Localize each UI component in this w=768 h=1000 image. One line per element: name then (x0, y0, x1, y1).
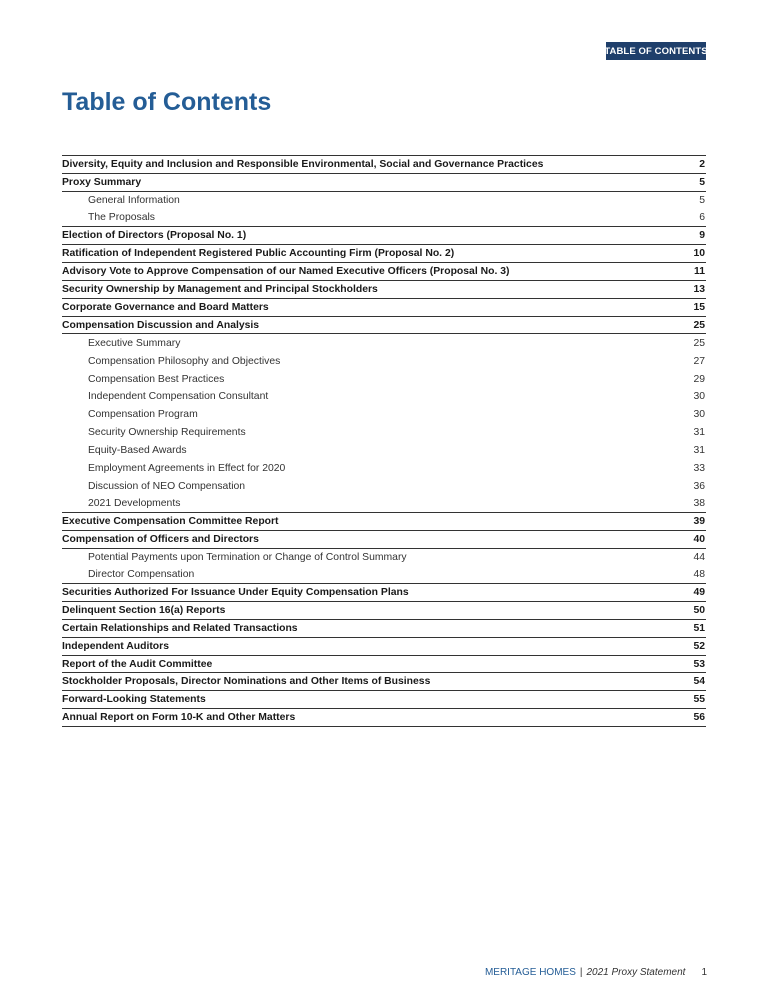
toc-entry-label: General Information (88, 195, 180, 207)
toc-entry-label: Certain Relationships and Related Transactions (62, 622, 298, 634)
toc-entry[interactable] (62, 656, 706, 674)
toc-subentry[interactable] (62, 549, 706, 567)
page-title: Table of Contents (62, 88, 272, 116)
toc-entry-label: Executive Summary (88, 337, 181, 349)
toc-entry-label: Election of Directors (Proposal No. 1) (62, 230, 247, 242)
toc-entry[interactable] (62, 227, 706, 245)
toc-entry-page-number: 11 (694, 265, 705, 277)
toc-entry-page-number: 31 (693, 427, 705, 439)
toc-entry-label: 2021 Developments (88, 497, 181, 509)
toc-entry-page-number: 52 (693, 640, 705, 652)
toc-entry-label: Securities Authorized For Issuance Under Equity Compensation Plans (62, 587, 409, 599)
toc-entry-page-number: 49 (693, 587, 705, 599)
toc-entry-page-number: 29 (693, 373, 705, 385)
toc-subentry[interactable] (62, 442, 706, 460)
toc-entry[interactable] (62, 620, 706, 638)
toc-entry-label: Compensation of Officers and Directors (62, 533, 259, 545)
toc-entry-page-number: 36 (693, 480, 705, 492)
toc-entry[interactable] (62, 317, 706, 335)
toc-entry-label: Compensation Best Practices (88, 373, 225, 385)
toc-entry-label: Equity-Based Awards (88, 444, 187, 456)
toc-entry-page-number: 54 (693, 676, 705, 688)
toc-entry-label: Employment Agreements in Effect for 2020 (88, 462, 286, 474)
toc-entry-label: Advisory Vote to Approve Compensation of our Named Executive Officers (Proposal No. 3) (62, 265, 510, 277)
toc-entry-label: The Proposals (88, 212, 155, 224)
toc-entry-page-number: 40 (693, 533, 705, 545)
toc-entry-label: Diversity, Equity and Inclusion and Responsible Environmental, Social and Governance Practices (62, 158, 544, 170)
toc-subentry[interactable] (62, 370, 706, 388)
toc-entry[interactable] (62, 263, 706, 281)
toc-entry-page-number: 50 (693, 605, 705, 617)
toc-entry-label: Independent Compensation Consultant (88, 391, 269, 403)
toc-entry-label: Compensation Program (88, 409, 198, 421)
footer-page-number: 1 (701, 967, 707, 978)
toc-entry[interactable] (62, 584, 706, 602)
toc-entry[interactable] (62, 156, 706, 174)
page-footer (485, 967, 707, 978)
toc-entry-page-number: 55 (693, 694, 705, 706)
toc-entry-label: Executive Compensation Committee Report (62, 515, 279, 527)
toc-entry-label: Potential Payments upon Termination or Change of Control Summary (88, 551, 407, 563)
toc-entry[interactable] (62, 531, 706, 549)
toc-entry-label: Compensation Discussion and Analysis (62, 319, 260, 331)
toc-entry-page-number: 9 (699, 230, 705, 242)
toc-entry-page-number: 56 (693, 712, 705, 724)
toc-entry-label: Discussion of NEO Compensation (88, 480, 246, 492)
toc-entry-page-number: 39 (693, 515, 705, 527)
toc-entry-page-number: 30 (693, 409, 705, 421)
toc-entry-label: Security Ownership Requirements (88, 427, 246, 439)
toc-entry-page-number: 48 (693, 569, 705, 581)
toc-entry-label: Director Compensation (88, 569, 195, 581)
toc-entry[interactable] (62, 638, 706, 656)
toc-subentry[interactable] (62, 334, 706, 352)
toc-entry-label: Stockholder Proposals, Director Nominations and Other Items of Business (62, 676, 431, 688)
toc-entry-label: Report of the Audit Committee (62, 658, 213, 670)
toc-entry-label: Annual Report on Form 10-K and Other Matters (62, 712, 296, 724)
toc-entry-label: Delinquent Section 16(a) Reports (62, 605, 226, 617)
toc-entry-label: Independent Auditors (62, 640, 169, 652)
toc-subentry[interactable] (62, 352, 706, 370)
toc-entry-label: Forward-Looking Statements (62, 694, 206, 706)
toc-entry-page-number: 13 (693, 283, 705, 295)
section-tab-badge (606, 42, 706, 60)
toc-entry[interactable] (62, 709, 706, 727)
toc-entry-page-number: 33 (693, 462, 705, 474)
footer-separator: | (579, 967, 583, 978)
toc-entry-page-number: 53 (693, 658, 705, 670)
toc-entry-page-number: 5 (699, 176, 705, 188)
toc-entry-label: Security Ownership by Management and Principal Stockholders (62, 283, 378, 295)
toc-entry-page-number: 38 (693, 497, 705, 509)
toc-subentry[interactable] (62, 566, 706, 584)
toc-entry-label: Compensation Philosophy and Objectives (88, 355, 281, 367)
toc-subentry[interactable] (62, 477, 706, 495)
toc-entry-page-number: 31 (693, 444, 705, 456)
toc-entry[interactable] (62, 281, 706, 299)
toc-entry[interactable] (62, 174, 706, 192)
toc-entry[interactable] (62, 245, 706, 263)
toc-entry-page-number: 5 (699, 195, 705, 207)
toc-entry[interactable] (62, 691, 706, 709)
toc-entry-page-number: 51 (693, 622, 705, 634)
toc-entry-label: Corporate Governance and Board Matters (62, 301, 269, 313)
toc-entry-page-number: 6 (699, 212, 705, 224)
toc-subentry[interactable] (62, 210, 706, 228)
toc-subentry[interactable] (62, 192, 706, 210)
toc-entry-page-number: 27 (693, 355, 705, 367)
toc-list (62, 155, 706, 727)
toc-subentry[interactable] (62, 406, 706, 424)
toc-subentry[interactable] (62, 495, 706, 513)
toc-entry-page-number: 15 (693, 301, 705, 313)
footer-document-title: 2021 Proxy Statement (586, 967, 686, 978)
toc-entry[interactable] (62, 299, 706, 317)
toc-subentry[interactable] (62, 388, 706, 406)
toc-entry-page-number: 44 (693, 551, 705, 563)
toc-entry-label: Ratification of Independent Registered Public Accounting Firm (Proposal No. 2) (62, 248, 455, 260)
toc-entry-page-number: 10 (693, 248, 705, 260)
toc-entry-page-number: 2 (699, 158, 705, 170)
toc-subentry[interactable] (62, 424, 706, 442)
toc-entry-page-number: 25 (693, 319, 705, 331)
footer-company: MERITAGE HOMES (484, 967, 576, 978)
toc-entry-label: Proxy Summary (62, 176, 142, 188)
toc-subentry[interactable] (62, 459, 706, 477)
section-tab-label: TABLE OF CONTENTS (604, 45, 708, 57)
toc-entry[interactable] (62, 513, 706, 531)
toc-entry-page-number: 30 (693, 391, 705, 403)
toc-entry[interactable] (62, 602, 706, 620)
toc-entry-page-number: 25 (693, 337, 705, 349)
toc-entry[interactable] (62, 673, 706, 691)
